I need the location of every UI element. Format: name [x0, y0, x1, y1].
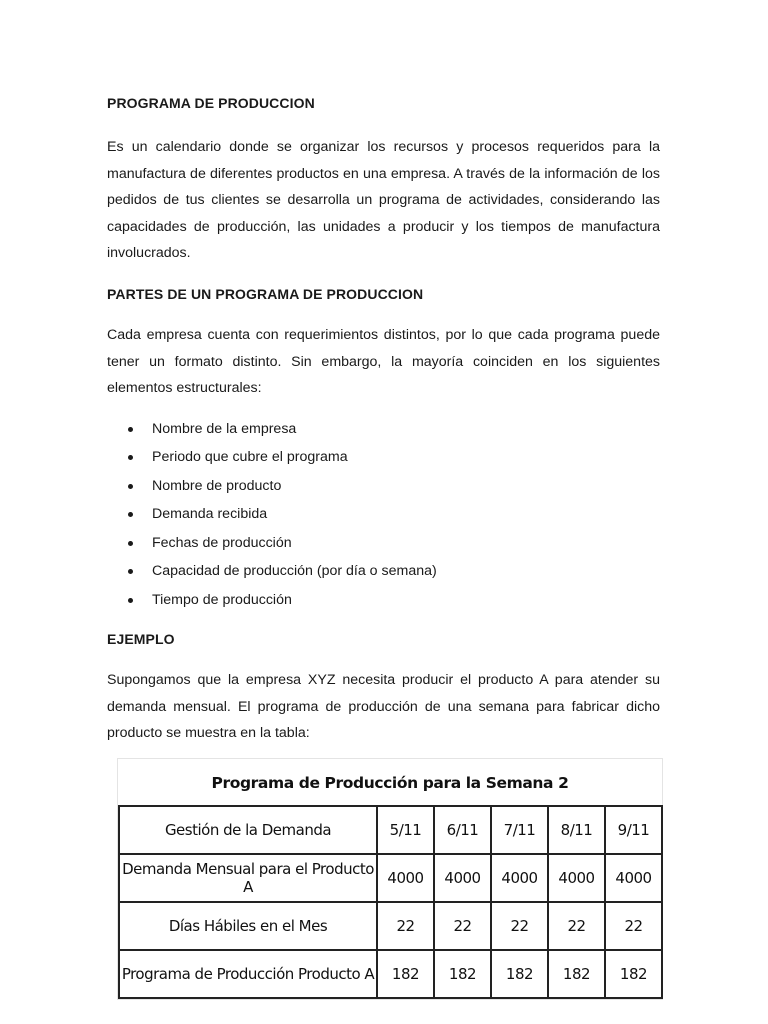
list-item	[107, 443, 660, 472]
table-caption: Programa de Producción para la Semana 2	[211, 774, 569, 792]
table-cell: Programa de Producción Producto A	[119, 950, 377, 998]
table-row	[119, 854, 662, 902]
table-cell: 22	[605, 902, 662, 950]
table-row	[119, 950, 662, 998]
table-cell: 4000	[548, 854, 605, 902]
table-cell: 5/11	[377, 806, 434, 854]
paragraph-ejemplo: Supongamos que la empresa XYZ necesita producir el producto A para atender su demanda mensual. El programa de producción de una semana para fabricar dicho producto se muestra en la tabla:	[107, 672, 660, 742]
list-item	[107, 415, 660, 444]
table-cell: 8/11	[548, 806, 605, 854]
list-item-text: Nombre de la empresa	[152, 420, 297, 437]
table-cell: 22	[377, 902, 434, 950]
table-cell: 4000	[434, 854, 491, 902]
table-cell: 22	[491, 902, 548, 950]
table-cell: 22	[434, 902, 491, 950]
table-cell: 182	[605, 950, 662, 998]
heading-ejemplo: EJEMPLO	[107, 631, 175, 648]
list-item-text: Fechas de producción	[152, 534, 292, 551]
list-item	[107, 500, 660, 529]
table-cell: 7/11	[491, 806, 548, 854]
table-cell: Días Hábiles en el Mes	[119, 902, 377, 950]
document-page	[107, 90, 660, 747]
paragraph-programa: Es un calendario donde se organizar los recursos y procesos requeridos para la manufactura de diferentes productos en una empresa. A través de la información de los pedidos de tus clientes se desarrolla un programa de actividades, considerando las capacidades de producción, las unidades a producir y los tiempos de manufactura involucrados.	[107, 139, 660, 262]
table-cell: 6/11	[434, 806, 491, 854]
table-cell: 182	[548, 950, 605, 998]
elements-list	[107, 415, 660, 615]
list-item	[107, 529, 660, 558]
list-item-text: Capacidad de producción (por día o semana)	[152, 563, 437, 580]
table-row	[119, 902, 662, 950]
list-item-text: Nombre de producto	[152, 477, 282, 494]
list-item-text: Demanda recibida	[152, 506, 268, 523]
production-table	[118, 805, 663, 999]
table-cell: 4000	[605, 854, 662, 902]
list-item	[107, 472, 660, 501]
bullet-icon	[128, 598, 133, 603]
list-item	[107, 586, 660, 615]
production-table-figure	[117, 758, 663, 1000]
bullet-icon	[128, 427, 133, 432]
list-item-text: Tiempo de producción	[152, 591, 292, 608]
bullet-icon	[128, 569, 133, 574]
bullet-icon	[128, 541, 133, 546]
bullet-icon	[128, 484, 133, 489]
table-cell: 182	[491, 950, 548, 998]
table-cell: 182	[434, 950, 491, 998]
table-cell: 9/11	[605, 806, 662, 854]
heading-partes: PARTES DE UN PROGRAMA DE PRODUCCION	[107, 285, 424, 302]
table-cell: 22	[548, 902, 605, 950]
heading-programa: PROGRAMA DE PRODUCCION	[107, 95, 315, 111]
list-item	[107, 557, 660, 586]
table-row	[119, 806, 662, 854]
bullet-icon	[128, 512, 133, 517]
table-cell: 182	[377, 950, 434, 998]
list-item-text: Periodo que cubre el programa	[152, 449, 348, 466]
table-cell: 4000	[377, 854, 434, 902]
paragraph-partes: Cada empresa cuenta con requerimientos distintos, por lo que cada programa puede tener un formato distinto. Sin embargo, la mayoría coinciden en los siguientes elementos estructurales:	[107, 326, 660, 397]
table-cell: Gestión de la Demanda	[119, 806, 377, 854]
bullet-icon	[128, 455, 133, 460]
table-cell: 4000	[491, 854, 548, 902]
table-cell: Demanda Mensual para el Producto A	[119, 854, 377, 902]
